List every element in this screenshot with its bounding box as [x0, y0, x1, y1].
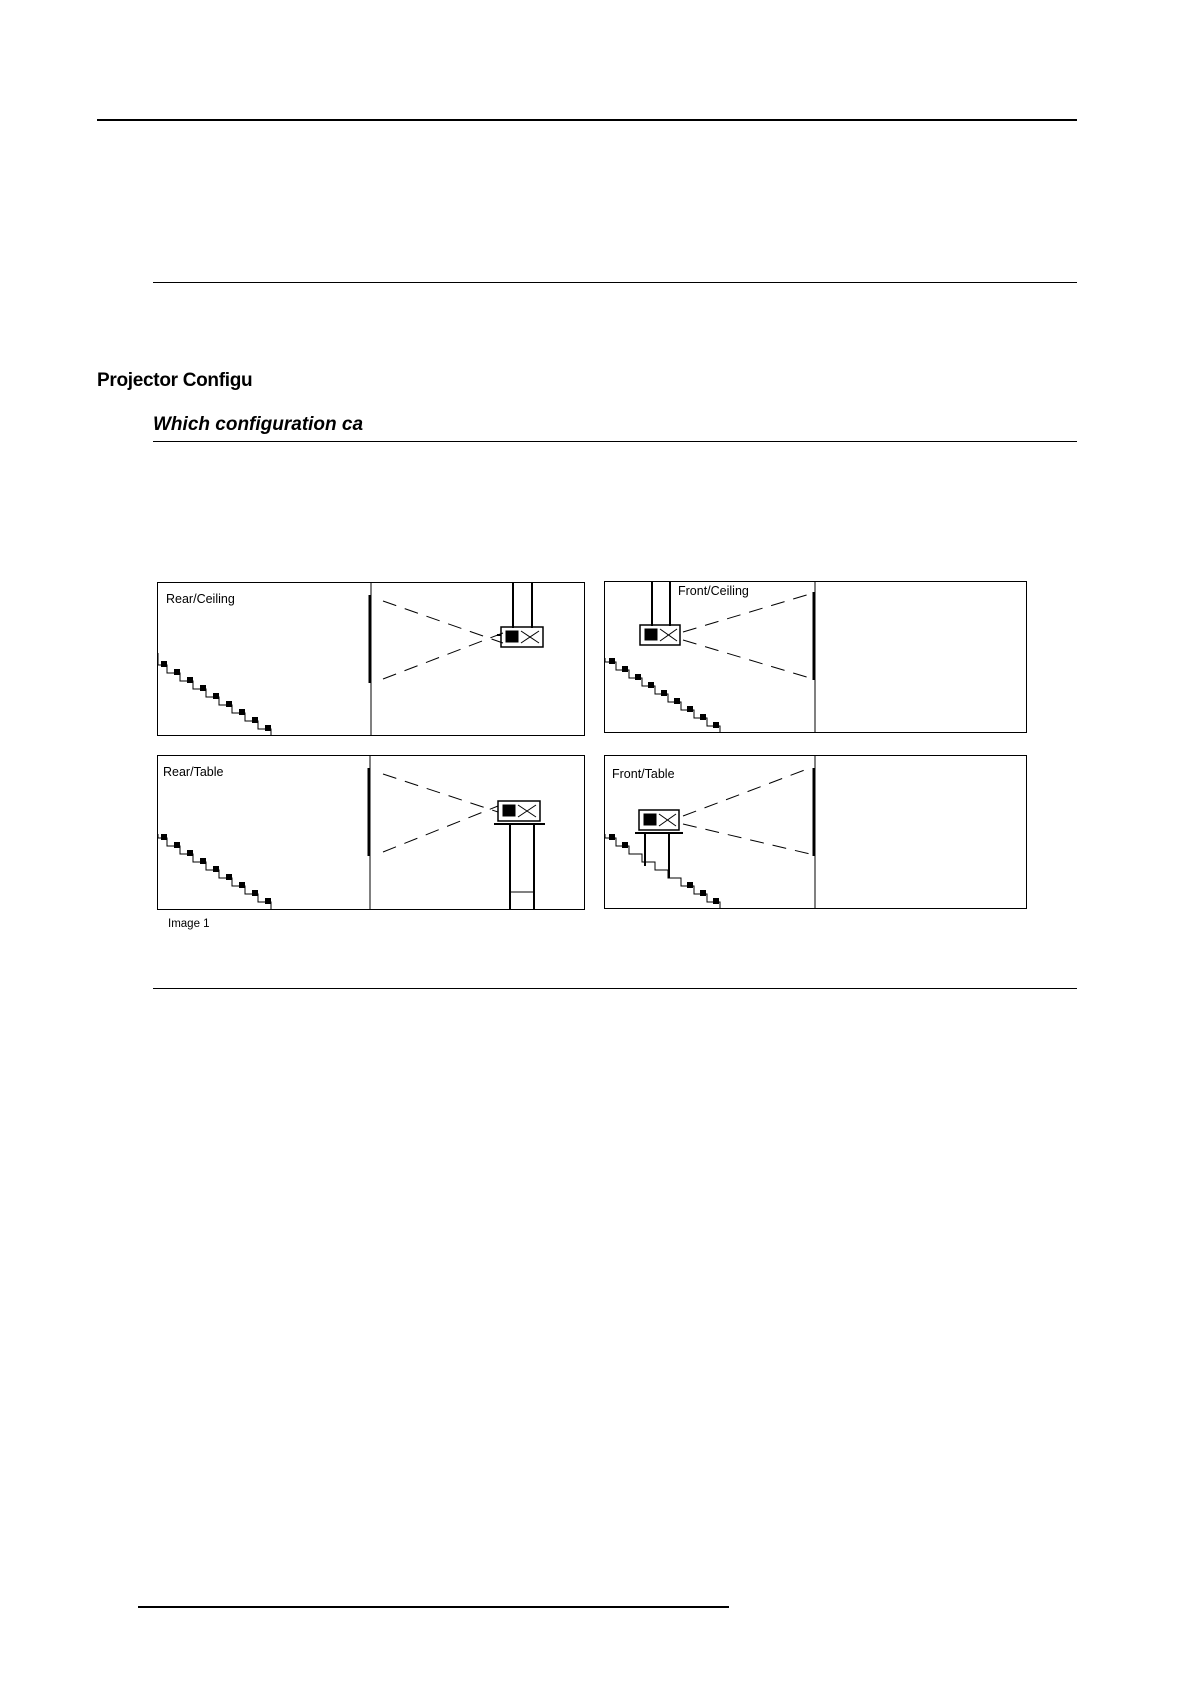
panel-rear-table: [157, 755, 585, 910]
subsection-title: Which configuration ca: [153, 414, 364, 435]
section-title: Projector Configu: [97, 370, 253, 391]
header-rule: [97, 119, 1077, 121]
panel-front-ceiling: [604, 581, 1027, 733]
panel-label: Rear/Ceiling: [166, 592, 235, 606]
panel-label: Front/Ceiling: [678, 584, 749, 598]
panel-label: Rear/Table: [163, 765, 224, 779]
rear-table-drawing: [158, 756, 585, 910]
figure-end-divider: [153, 988, 1077, 989]
footer-rule: [138, 1606, 729, 1608]
subsection-rule: [153, 441, 1077, 442]
top-divider: [153, 282, 1077, 283]
panel-rear-ceiling: [157, 582, 585, 736]
panel-label: Front/Table: [612, 767, 675, 781]
figure-caption: Image 1: [168, 918, 210, 930]
rear-ceiling-drawing: [158, 583, 585, 736]
front-ceiling-drawing: [605, 582, 1027, 733]
front-table-drawing: [605, 756, 1027, 909]
panel-front-table: [604, 755, 1027, 909]
